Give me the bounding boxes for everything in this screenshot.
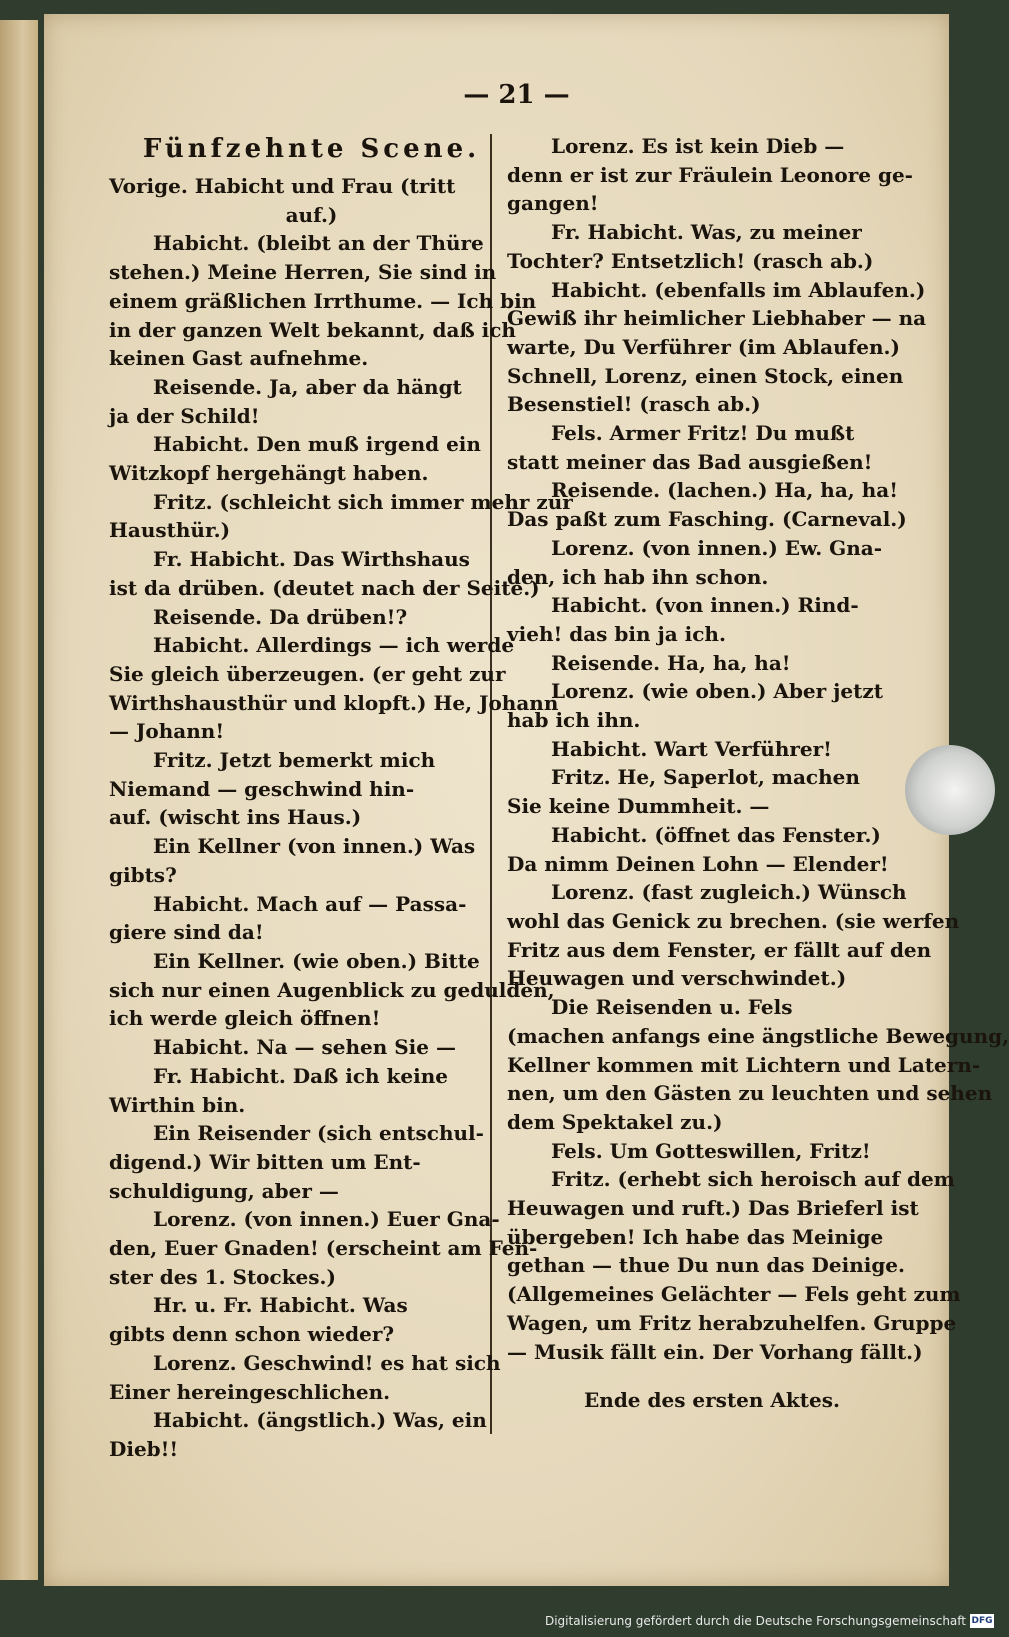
text-line: Das paßt zum Fasching. (Carneval.) — [507, 507, 907, 532]
previous-page-edge — [0, 20, 38, 1580]
text-line: Fritz. (schleicht sich immer mehr zur — [153, 489, 573, 514]
text-line: stehen.) Meine Herren, Sie sind in — [109, 260, 497, 285]
text-line: ja der Schild! — [109, 403, 260, 428]
text-line: ich werde gleich öffnen! — [109, 1006, 381, 1031]
text-line: Reisende. (lachen.) Ha, ha, ha! — [551, 478, 898, 503]
dfg-logo-icon: DFG — [971, 1616, 993, 1626]
text-line: wohl das Genick zu brechen. (sie werfen — [507, 908, 960, 933]
text-line: Tochter? Entsetzlich! (rasch ab.) — [507, 248, 874, 273]
text-line: Ein Reisender (sich entschul- — [153, 1121, 484, 1146]
act-end-line: Ende des ersten Aktes. — [584, 1388, 840, 1413]
text-line: gangen! — [507, 191, 599, 216]
text-line: (Allgemeines Gelächter — Fels geht zum — [507, 1282, 961, 1307]
text-line: auf. (wischt ins Haus.) — [109, 805, 362, 830]
text-line: gibts denn schon wieder? — [109, 1322, 395, 1347]
text-line: Da nimm Deinen Lohn — Elender! — [507, 851, 889, 876]
text-line: Fritz. He, Saperlot, machen — [551, 765, 860, 790]
text-line: Kellner kommen mit Lichtern und Latern- — [507, 1052, 981, 1077]
page-number: — 21 — — [463, 80, 570, 110]
text-line: übergeben! Ich habe das Meinige — [507, 1224, 884, 1249]
text-line: Sie gleich überzeugen. (er geht zur — [109, 661, 506, 686]
text-line: Einer hereingeschlichen. — [109, 1379, 391, 1404]
text-line: ist da drüben. (deutet nach der Seite.) — [109, 575, 540, 600]
right-column — [507, 132, 1009, 1415]
text-line: denn er ist zur Fräulein Leonore ge- — [507, 162, 913, 187]
text-line: Habicht. Den muß irgend ein — [153, 432, 481, 457]
text-line: schuldigung, aber — — [109, 1178, 339, 1203]
text-line: Dieb!! — [109, 1436, 179, 1461]
text-line: gethan — thue Du nun das Deinige. — [507, 1253, 905, 1278]
text-line: Heuwagen und ruft.) Das Brieferl ist — [507, 1196, 919, 1221]
text-line: gibts? — [109, 862, 177, 887]
text-line: Fels. Um Gotteswillen, Fritz! — [551, 1138, 871, 1163]
text-line: Reisende. Da drüben!? — [153, 604, 408, 629]
text-line: in der ganzen Welt bekannt, daß ich — [109, 317, 516, 342]
text-line: Lorenz. (fast zugleich.) Wünsch — [551, 880, 907, 905]
text-line: den, ich hab ihn schon. — [507, 564, 769, 589]
text-line: Habicht. Allerdings — ich werde — [153, 633, 515, 658]
text-line: den, Euer Gnaden! (erscheint am Fen- — [109, 1236, 538, 1261]
scene-title: Fünfzehnte Scene. — [142, 134, 481, 164]
text-line: keinen Gast aufnehme. — [109, 346, 369, 371]
text-line: Habicht. (ängstlich.) Was, ein — [153, 1408, 487, 1433]
text-line: statt meiner das Bad ausgießen! — [507, 449, 873, 474]
text-line: Habicht. (ebenfalls im Ablaufen.) — [551, 277, 926, 302]
text-line: giere sind da! — [109, 920, 264, 945]
text-line: Ein Kellner (von innen.) Was — [153, 834, 476, 859]
text-line: Besenstiel! (rasch ab.) — [507, 392, 761, 417]
text-line: Gewiß ihr heimlicher Liebhaber — na — [507, 306, 927, 331]
text-line: Heuwagen und verschwindet.) — [507, 966, 847, 991]
text-line: Habicht. (öffnet das Fenster.) — [551, 822, 881, 847]
text-line: sich nur einen Augenblick zu gedulden, — [109, 977, 555, 1002]
text-line: Schnell, Lorenz, einen Stock, einen — [507, 363, 904, 388]
text-line: Fels. Armer Fritz! Du mußt — [551, 421, 855, 446]
text-line: dem Spektakel zu.) — [507, 1109, 723, 1134]
text-line: Habicht. (von innen.) Rind- — [551, 593, 859, 618]
book-page — [44, 14, 1009, 1586]
text-line: Die Reisenden u. Fels — [551, 995, 793, 1020]
text-line: Ein Kellner. (wie oben.) Bitte — [153, 948, 480, 973]
text-line: — Johann! — [109, 719, 225, 744]
text-line: vieh! das bin ja ich. — [507, 621, 726, 646]
text-line: Wirthshausthür und klopft.) He, Johann — [109, 690, 559, 715]
text-line: Lorenz. (wie oben.) Aber jetzt — [551, 679, 883, 704]
text-line: Lorenz. Es ist kein Dieb — — [551, 134, 845, 158]
text-line: auf.) — [285, 202, 338, 227]
text-line: Reisende. Ha, ha, ha! — [551, 650, 791, 675]
text-line: nen, um den Gästen zu leuchten und sehen — [507, 1081, 993, 1106]
text-line: Lorenz. (von innen.) Ew. Gna- — [551, 535, 883, 560]
text-line: Fritz. Jetzt bemerkt mich — [153, 748, 436, 773]
text-line: einem gräßlichen Irrthume. — Ich bin — [109, 288, 537, 313]
text-line: Habicht. Wart Verführer! — [551, 736, 832, 761]
text-line: Habicht. Mach auf — Passa- — [153, 891, 467, 916]
text-line: warte, Du Verführer (im Ablaufen.) — [507, 334, 900, 359]
text-line: Fr. Habicht. Das Wirthshaus — [153, 547, 470, 572]
text-line: hab ich ihn. — [507, 708, 641, 733]
text-line: Reisende. Ja, aber da hängt — [153, 374, 462, 399]
text-line: Hausthür.) — [109, 518, 231, 543]
text-line: Fr. Habicht. Daß ich keine — [153, 1063, 448, 1088]
text-line: Niemand — geschwind hin- — [109, 776, 415, 801]
text-line: — Musik fällt ein. Der Vorhang fällt.) — [507, 1339, 923, 1364]
text-line: Lorenz. Geschwind! es hat sich — [153, 1350, 501, 1375]
footer-credit: Digitalisierung gefördert durch die Deutsche Forschungsgemeinschaft — [544, 1614, 966, 1628]
text-line: Fritz. (erhebt sich heroisch auf dem — [551, 1167, 955, 1192]
text-line: Vorige. Habicht und Frau (tritt — [109, 174, 456, 198]
text-line: Lorenz. (von innen.) Euer Gna- — [153, 1207, 500, 1232]
text-line: Witzkopf hergehängt haben. — [109, 461, 429, 486]
footer — [545, 1611, 994, 1631]
text-line: Fr. Habicht. Was, zu meiner — [551, 220, 862, 245]
text-line: Sie keine Dummheit. — — [507, 794, 770, 819]
text-line: Habicht. (bleibt an der Thüre — [153, 231, 484, 256]
text-line: ster des 1. Stockes.) — [109, 1264, 336, 1289]
text-line: (machen anfangs eine ängstliche Bewegung, — [507, 1023, 1009, 1048]
text-line: Fritz aus dem Fenster, er fällt auf den — [507, 937, 932, 962]
text-line: Habicht. Na — sehen Sie — — [153, 1035, 456, 1060]
text-line: Hr. u. Fr. Habicht. Was — [153, 1293, 408, 1318]
text-line: Wirthin bin. — [109, 1092, 246, 1117]
scanner-thumb-shadow — [905, 745, 995, 835]
text-line: Wagen, um Fritz herabzuhelfen. Gruppe — [507, 1310, 957, 1335]
text-line: digend.) Wir bitten um Ent- — [109, 1149, 421, 1174]
